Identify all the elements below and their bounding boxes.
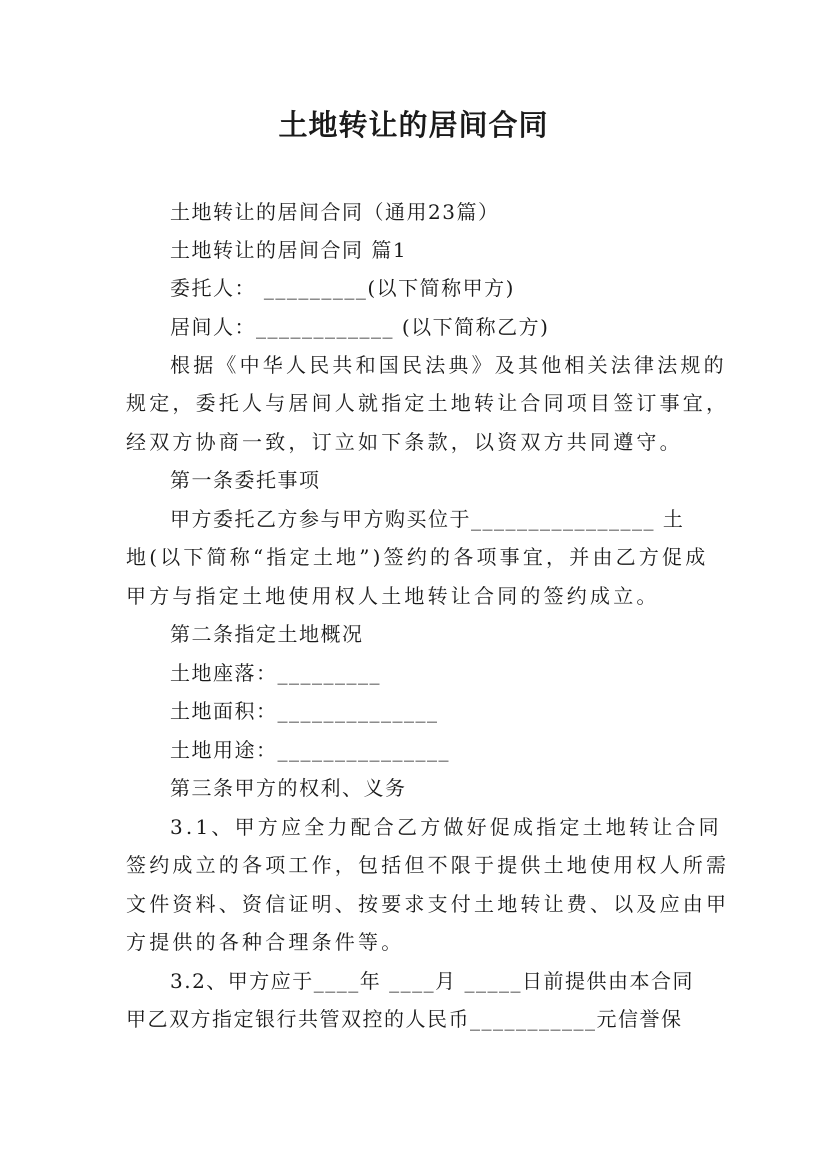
clause-heading: 第一条委托事项 (170, 468, 321, 492)
clause-heading: 第三条甲方的权利、义务 (170, 776, 407, 800)
paragraph-line: 根据《中华人民共和国民法典》及其他相关法律法规的 (170, 353, 727, 377)
section-heading: 土地转让的居间合同 篇1 (170, 238, 408, 262)
paragraph-line: 甲乙双方指定银行共管双控的人民币___________元信誉保 (126, 1007, 683, 1031)
paragraph-line: 3.2、甲方应于____年 ____月 _____日前提供由本合同 (170, 969, 695, 993)
field-line: 土地座落：_________ (170, 661, 381, 685)
paragraph-line: 甲方委托乙方参与甲方购买位于________________ 土 (170, 507, 685, 531)
field-line: 土地面积：______________ (170, 699, 439, 723)
subtitle: 土地转让的居间合同（通用23篇） (170, 200, 500, 224)
document-title: 土地转让的居间合同 (278, 108, 549, 142)
principal-line: 委托人： _________(以下简称甲方) (170, 276, 515, 300)
paragraph-line: 地(以下简称“指定土地”)签约的各项事宜，并由乙方促成 (126, 545, 709, 569)
paragraph-line: 甲方与指定土地使用权人土地转让合同的签约成立。 (126, 584, 660, 608)
intermediary-line: 居间人：____________ (以下简称乙方) (170, 315, 550, 339)
paragraph-line: 方提供的各种合理条件等。 (126, 930, 405, 954)
paragraph-line: 文件资料、资信证明、按要求支付土地转让费、以及应由甲 (126, 892, 730, 916)
paragraph-line: 签约成立的各项工作，包括但不限于提供土地使用权人所需 (126, 853, 730, 877)
paragraph-line: 经双方协商一致，订立如下条款，以资双方共同遵守。 (126, 430, 683, 454)
paragraph-line: 规定，委托人与居间人就指定土地转让合同项目签订事宜， (126, 391, 730, 415)
paragraph-line: 3.1、甲方应全力配合乙方做好促成指定土地转让合同 (170, 815, 722, 839)
field-line: 土地用途：_______________ (170, 738, 450, 762)
clause-heading: 第二条指定土地概况 (170, 622, 364, 646)
